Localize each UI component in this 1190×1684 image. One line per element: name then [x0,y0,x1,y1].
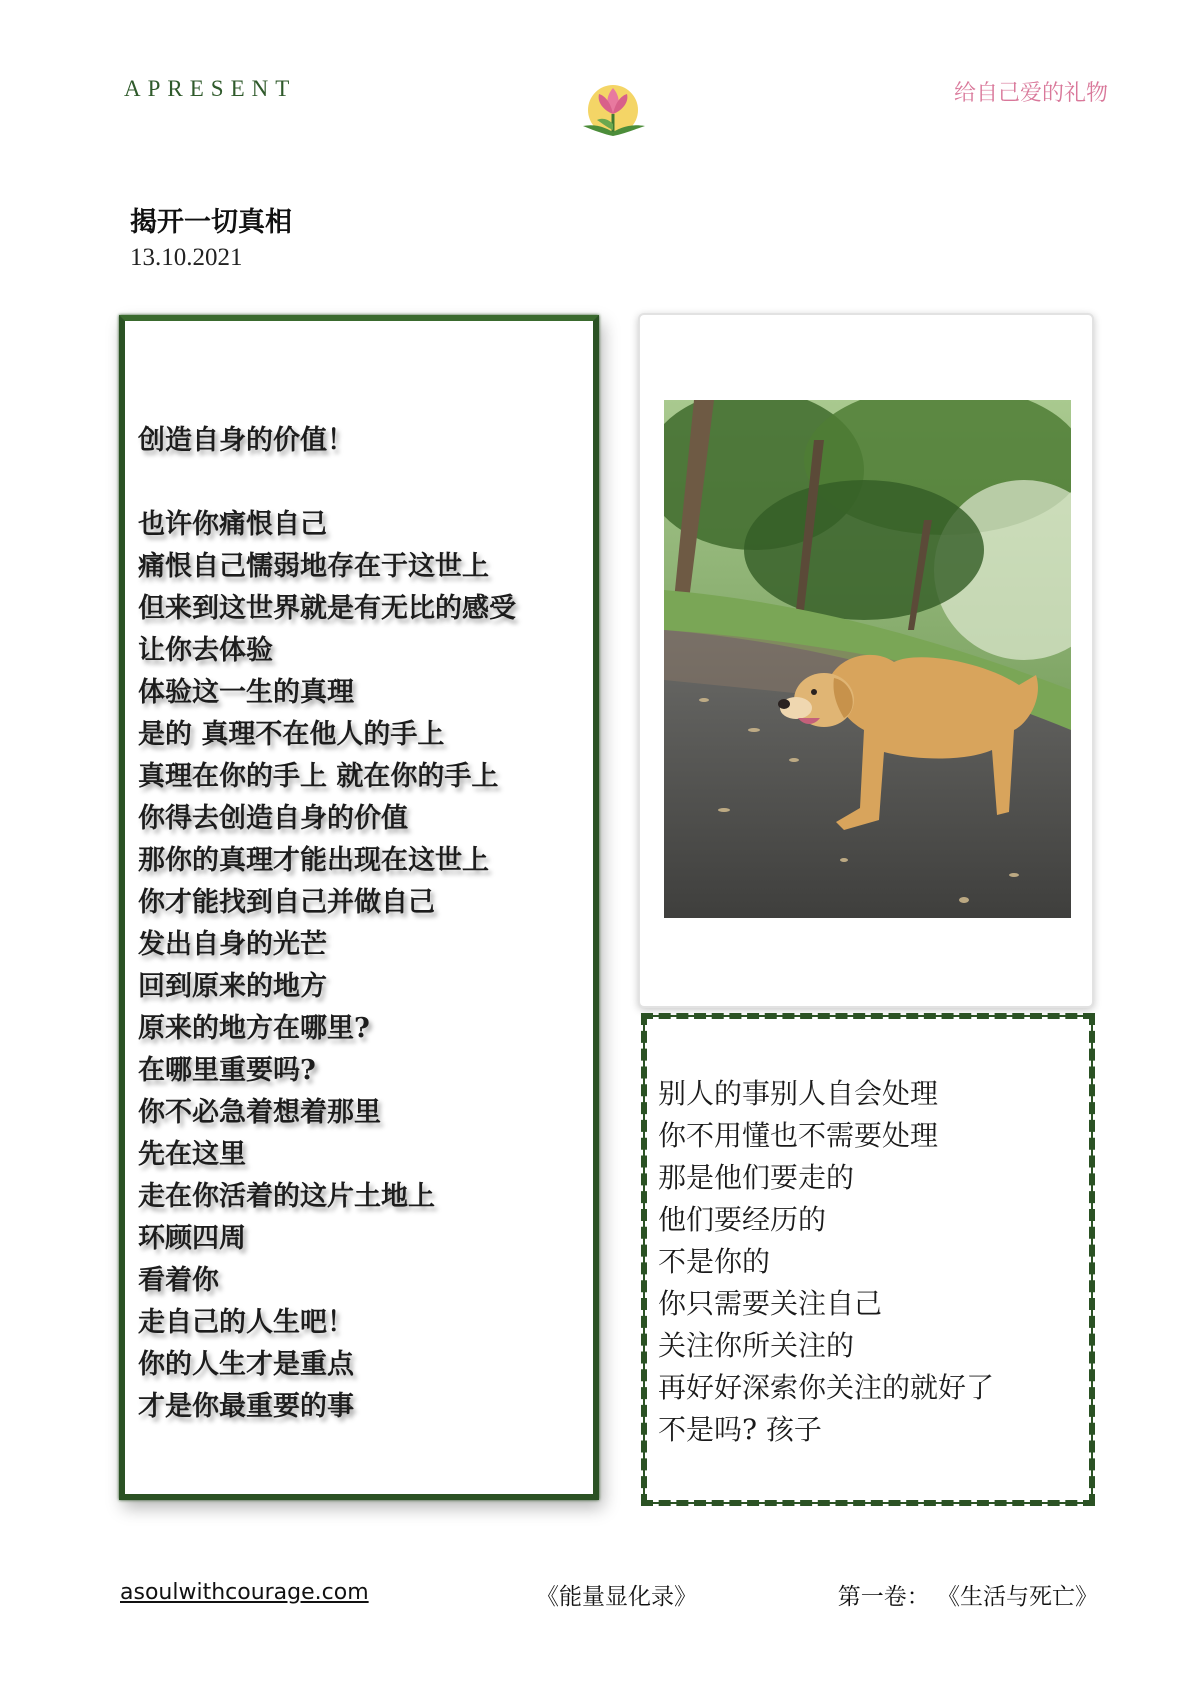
tagline: 给自己爱的礼物 [953,81,1108,106]
poem-line: 他们要经历的 [658,1203,827,1236]
photo-card [638,313,1094,1008]
poem-line: 关注你所关注的 [658,1329,855,1362]
poem-line: 那是他们要走的 [658,1161,855,1194]
page-title: 揭开一切真相 [130,207,292,238]
poem-line: 看着你 [138,1265,219,1296]
poem-line: 你只需要关注自己 [658,1287,883,1320]
publish-date: 13.10.2021 [130,244,243,271]
poem-line: 再好好深索你关注的就好了 [658,1371,995,1404]
poem-line: 那你的真理才能出现在这世上 [138,845,489,876]
poem-line: 你不用懂也不需要处理 [658,1119,939,1152]
poem-line: 痛恨自己懦弱地存在于这世上 [138,551,489,582]
volume-title: 第一卷： 《生活与死亡》 [837,1584,1098,1610]
poem-line: 但来到这世界就是有无比的感受 [138,593,516,624]
poem-line: 走自己的人生吧！ [138,1307,354,1338]
left-poem [138,420,588,1428]
poem-line: 发出自身的光芒 [138,929,327,960]
dog-photo [664,400,1071,918]
lotus-logo-icon [573,74,657,154]
brand-name: APRESENT [124,76,297,101]
poem-line: 回到原来的地方 [138,971,327,1002]
poem-line: 才是你最重要的事 [138,1391,354,1422]
poem-line: 别人的事别人自会处理 [658,1077,939,1110]
poem-line: 你的人生才是重点 [138,1349,354,1380]
poem-line: 走在你活着的这片土地上 [138,1181,435,1212]
poem-line: 你不必急着想着那里 [138,1097,381,1128]
poem-line: 也许你痛恨自己 [138,509,327,540]
poem-line: 先在这里 [138,1139,246,1170]
poem-line: 你才能找到自己并做自己 [138,887,435,918]
poem-line: 真理在你的手上 就在你的手上 [138,761,499,792]
poem-line: 体验这一生的真理 [138,677,354,708]
poem-line: 是的 真理不在他人的手上 [138,719,445,750]
stanza-gap [138,462,588,504]
poem-line: 你得去创造自身的价值 [138,803,408,834]
poem-line: 让你去体验 [138,635,273,666]
poem-line: 原来的地方在哪里? [138,1013,370,1044]
right-poem [658,1073,1078,1451]
book-title: 《能量显化录》 [536,1584,697,1610]
poem-line: 不是你的 [658,1245,771,1278]
poem-line: 不是吗? 孩子 [658,1413,822,1446]
poem-line: 环顾四周 [138,1223,246,1254]
poem-line: 在哪里重要吗? [138,1055,316,1086]
poem-heading: 创造自身的价值！ [138,425,354,456]
website-link[interactable]: asoulwithcourage.com [120,1580,369,1605]
